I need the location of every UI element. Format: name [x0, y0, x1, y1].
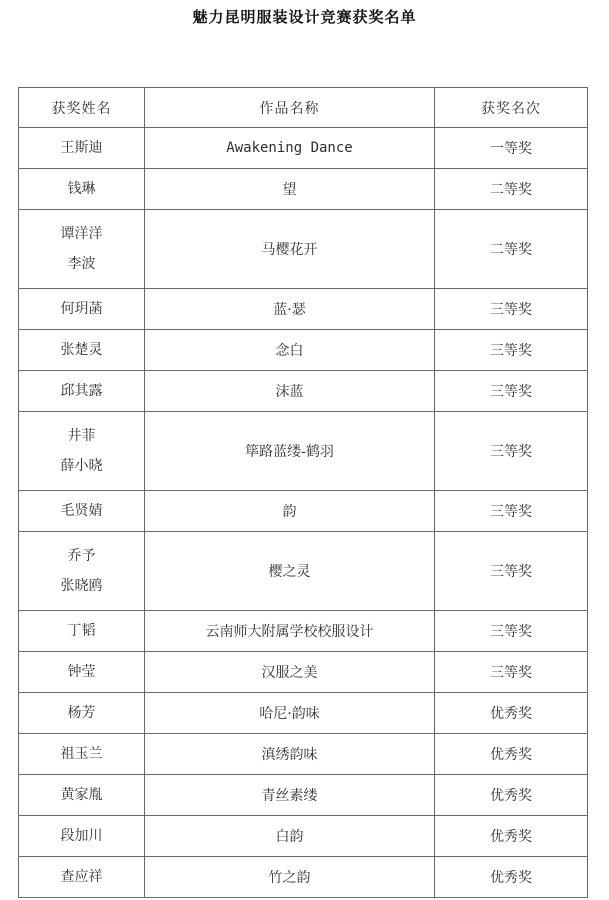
winner-name	[19, 734, 145, 775]
winner-name	[19, 816, 145, 857]
award-rank: 二等奖	[435, 169, 588, 210]
winner-name-line: 薛小晓	[60, 458, 103, 474]
award-rank: 三等奖	[435, 330, 588, 371]
work-title: 竹之韵	[145, 857, 435, 898]
table-row	[19, 330, 588, 371]
award-rank: 一等奖	[435, 128, 588, 169]
work-title: 汉服之美	[145, 652, 435, 693]
award-rank: 三等奖	[435, 611, 588, 652]
header-award-name: 获奖姓名	[19, 88, 145, 128]
winner-name-line: 查应祥	[60, 869, 103, 885]
award-rank: 优秀奖	[435, 857, 588, 898]
award-rank: 优秀奖	[435, 816, 588, 857]
winner-name-line: 丁韬	[67, 623, 96, 639]
table-row	[19, 775, 588, 816]
table-row	[19, 169, 588, 210]
award-rank: 优秀奖	[435, 775, 588, 816]
winner-name-line: 乔予	[67, 548, 96, 564]
winner-name	[19, 775, 145, 816]
winner-name	[19, 128, 145, 169]
table-row	[19, 210, 588, 289]
award-rank: 三等奖	[435, 412, 588, 491]
award-rank: 三等奖	[435, 289, 588, 330]
award-table	[18, 87, 588, 898]
winner-name-line: 王斯迪	[60, 140, 103, 156]
table-row	[19, 857, 588, 898]
winner-name-line: 毛贤婧	[60, 503, 103, 519]
winner-name-line: 张楚灵	[60, 342, 103, 358]
table-row	[19, 128, 588, 169]
work-title: 白韵	[145, 816, 435, 857]
table-row	[19, 491, 588, 532]
award-rank: 三等奖	[435, 371, 588, 412]
winner-name	[19, 210, 145, 289]
winner-name	[19, 491, 145, 532]
winner-name	[19, 652, 145, 693]
winner-name-line: 井菲	[67, 428, 96, 444]
winner-name	[19, 371, 145, 412]
winner-name	[19, 693, 145, 734]
winner-name-line: 钟莹	[67, 664, 96, 680]
winner-name	[19, 611, 145, 652]
table-row	[19, 289, 588, 330]
winner-name-line: 谭洋洋	[60, 226, 103, 242]
winner-name-line: 杨芳	[67, 705, 96, 721]
header-work-title: 作品名称	[145, 88, 435, 128]
work-title: 望	[145, 169, 435, 210]
winner-name-line: 邱其露	[60, 383, 103, 399]
winner-name-line: 何玥菡	[60, 301, 103, 317]
work-title: 马樱花开	[145, 210, 435, 289]
table-row	[19, 412, 588, 491]
table-row	[19, 816, 588, 857]
winner-name	[19, 857, 145, 898]
work-title: 滇绣韵味	[145, 734, 435, 775]
winner-name-line: 张晓鸥	[60, 578, 103, 594]
winner-name-line: 祖玉兰	[60, 746, 103, 762]
page-title: 魅力昆明服装设计竞赛获奖名单	[192, 8, 417, 26]
work-title: 哈尼·韵味	[145, 693, 435, 734]
work-title: 蓝·瑟	[145, 289, 435, 330]
award-rank: 二等奖	[435, 210, 588, 289]
work-title: Awakening Dance	[145, 128, 435, 169]
table-row	[19, 734, 588, 775]
winner-name-line: 钱琳	[67, 181, 96, 197]
work-title: 云南师大附属学校校服设计	[145, 611, 435, 652]
work-title: 筚路蓝缕-鹤羽	[145, 412, 435, 491]
winner-name	[19, 412, 145, 491]
table-row	[19, 652, 588, 693]
header-award-rank: 获奖名次	[435, 88, 588, 128]
award-rank: 优秀奖	[435, 693, 588, 734]
award-rank: 三等奖	[435, 532, 588, 611]
winner-name-line: 李波	[67, 256, 96, 272]
winner-name	[19, 330, 145, 371]
award-rank: 优秀奖	[435, 734, 588, 775]
winner-name-line: 黄家胤	[60, 787, 103, 803]
table-row	[19, 611, 588, 652]
table-row	[19, 532, 588, 611]
winner-name	[19, 289, 145, 330]
table-row	[19, 693, 588, 734]
winner-name-line: 段加川	[60, 828, 103, 844]
work-title: 念白	[145, 330, 435, 371]
work-title: 沫蓝	[145, 371, 435, 412]
table-header-row	[19, 88, 588, 128]
award-rank: 三等奖	[435, 652, 588, 693]
winner-name	[19, 169, 145, 210]
award-rank: 三等奖	[435, 491, 588, 532]
work-title: 青丝素缕	[145, 775, 435, 816]
work-title: 韵	[145, 491, 435, 532]
winner-name	[19, 532, 145, 611]
table-row	[19, 371, 588, 412]
work-title: 樱之灵	[145, 532, 435, 611]
